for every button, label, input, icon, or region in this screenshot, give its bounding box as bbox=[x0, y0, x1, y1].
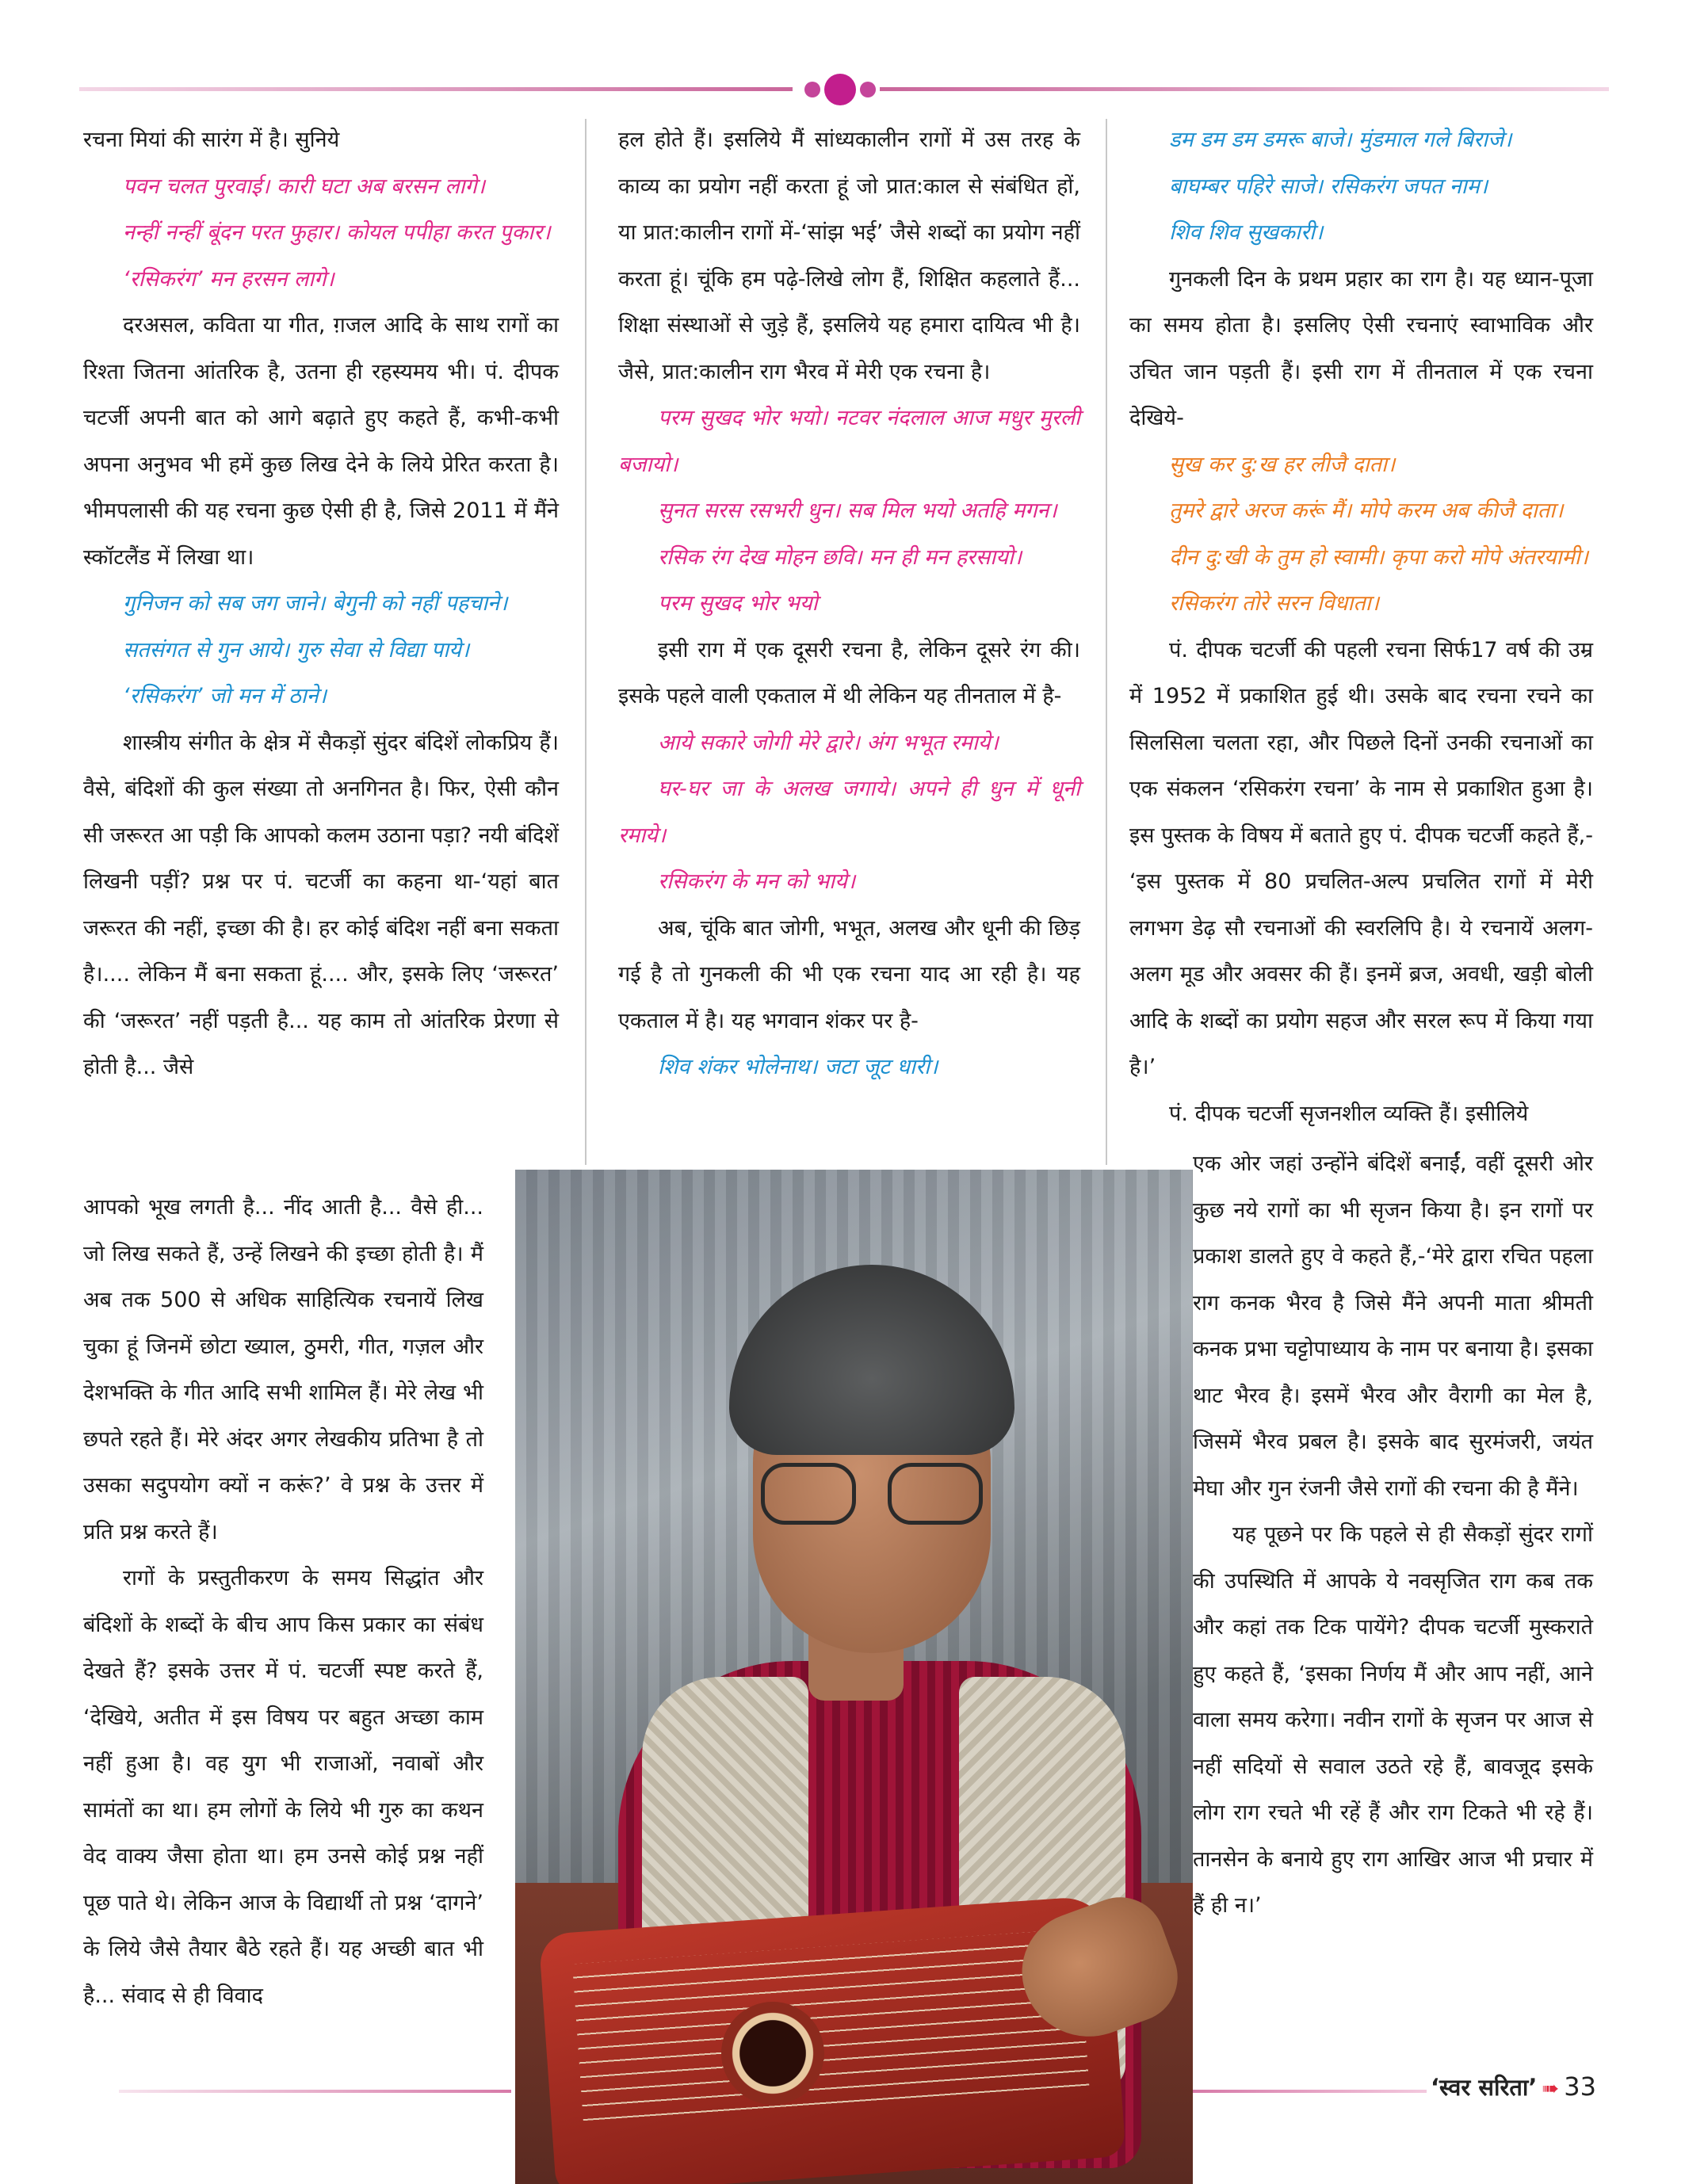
footer-rule-left bbox=[119, 2090, 511, 2093]
verse-line: तुमरे द्वारे अरज करूं मैं। मोपे करम अब कीजै दाता। bbox=[1169, 498, 1564, 523]
instrument-soundhole bbox=[721, 2002, 824, 2105]
ornament-dot-right bbox=[860, 82, 876, 97]
header-rule-left bbox=[79, 87, 793, 91]
paragraph: गुनकली दिन के प्रथम प्रहार का राग है। यह ध्यान-पूजा का समय होता है। इसलिए ऐसी रचनाएं स्वाभाविक और उचित जान पड़ती हैं। इसी राग में तीनताल में एक रचना देखिये- bbox=[1129, 266, 1593, 430]
verse-line: गुनिजन को सब जग जाने। बेगुनी को नहीं पहचाने। bbox=[123, 591, 508, 616]
verse-line: पवन चलत पुरवाई। कारी घटा अब बरसन लागे। bbox=[123, 174, 485, 199]
verse-line: सुनत सरस रसभरी धुन। सब मिल भयो अतहि मगन। bbox=[658, 498, 1057, 523]
verse-line: रसिकरंग तोरे सरन विधाता। bbox=[1169, 591, 1379, 616]
paragraph: रागों के प्रस्तुतीकरण के समय सिद्धांत और बंदिशों के शब्दों के बीच आप किस प्रकार का संबंध देखते हैं? इसके उत्तर में पं. चटर्जी स्पष्ट करते हैं, ‘देखिये, अतीत में इस विषय पर बहुत अच्छा काम नहीं हुआ है। वह युग भी राजाओं, नवाबों और सामंतों का था। हम लोगों के लिये भी गुरु का कथन वेद वाक्य जैसा होता था। हम उनसे कोई प्रश्न नहीं पूछ पाते थे। लेकिन आज के विद्यार्थी तो प्रश्न ‘दागने’ के लिये जैसे तैयार बैठे रहते हैं। यह अच्छी बात भी है... संवाद से ही विवाद bbox=[83, 1566, 483, 2008]
paragraph: इसी राग में एक दूसरी रचना है, लेकिन दूसरे रंग की। इसके पहले वाली एकताल में थी लेकिन यह तीनताल में है- bbox=[618, 637, 1080, 708]
verse-line: ‘रसिकरंग’ जो मन में ठाने। bbox=[123, 684, 327, 708]
paragraph: यह पूछने पर कि पहले से ही सैकड़ों सुंदर रागों की उपस्थिति में आपके ये नवसृजित राग कब तक और कहां तक टिक पायेंगे? दीपक चटर्जी मुस्कराते हुए कहते हैं, ‘इसका निर्णय मैं और आप नहीं, आने वाला समय करेगा। नवीन रागों के सृजन पर आज से नहीं सदियों से सवाल उठते रहे हैं, बावजूद इसके लोग राग रचते भी रहें हैं और राग टिकते भी रहे हैं। तानसेन के बनाये हुए राग आखिर आज भी प्रचार में हैं ही न।’ bbox=[1193, 1522, 1593, 1918]
verse-line: ‘रसिकरंग’ मन हरसन लागे। bbox=[123, 266, 334, 292]
column-3-top bbox=[1129, 117, 1593, 1137]
verse-line: दीन दु:खी के तुम हो स्वामी। कृपा करो मोपे अंतरयामी। bbox=[1169, 544, 1588, 570]
column-3-bottom bbox=[1193, 1141, 1593, 1930]
column-2 bbox=[618, 117, 1080, 1091]
paragraph: पं. दीपक चटर्जी की पहली रचना सिर्फ17 वर्ष की उम्र में 1952 में प्रकाशित हुई थी। उसके बाद रचना रचने का सिलसिला चलता रहा, और पिछले दिनों उनकी रचनाओं का एक संकलन ‘रसिकरंग रचना’ के नाम से प्रकाशित हुआ है। इस पुस्तक के विषय में बताते हुए पं. दीपक चटर्जी कहते हैं,- ‘इस पुस्तक में 80 प्रचलित-अल्प प्रचलित रागों में मेरी लगभग डेढ़ सौ रचनाओं की स्वरलिपि है। ये रचनायें अलग-अलग मूड और अवसर की हैं। इनमें ब्रज, अवधी, खड़ी बोली आदि के शब्दों का प्रयोग सहज और सरल रूप में किया गया है।’ bbox=[1129, 637, 1593, 1079]
paragraph: शास्त्रीय संगीत के क्षेत्र में सैकड़ों सुंदर बंदिशें लोकप्रिय हैं। वैसे, बंदिशों की कुल संख्या तो अनगिनत है। फिर, ऐसी कौन सी जरूरत आ पड़ी कि आपको कलम उठाना पड़ा? नयी बंदिशें लिखनी पड़ीं? प्रश्न पर पं. चटर्जी का कहना था-‘यहां बात जरूरत की नहीं, इच्छा की है। हर कोई बंदिश नहीं बना सकता है।.... लेकिन मैं बना सकता हूं.... और, इसके लिए ‘जरूरत’ की ‘जरूरत’ नहीं पड़ती है... यह काम तो आंतरिक प्रेरणा से होती है... जैसे bbox=[83, 730, 559, 1079]
glasses bbox=[753, 1463, 991, 1526]
paragraph: पं. दीपक चटर्जी सृजनशील व्यक्ति हैं। इसीलिये bbox=[1169, 1101, 1529, 1126]
ornament-dot-center bbox=[824, 74, 856, 105]
footer-rule-right bbox=[1193, 2090, 1427, 2093]
paragraph: एक ओर जहां उन्होंने बंदिशें बनाईं, वहीं दूसरी ओर कुछ नये रागों का भी सृजन किया है। इन रागों पर प्रकाश डालते हुए वे कहते हैं,-‘मेरे द्वारा रचित पहला राग कनक भैरव है जिसे मैंने अपनी माता श्रीमती कनक प्रभा चट्टोपाध्याय के नाम पर बनाया है। इसका थाट भैरव है। इसमें भैरव और वैरागी का मेल है, जिसमें भैरव प्रबल है। इसके बाद सुरमंजरी, जयंत मेघा और गुन रंजनी जैसे रागों की रचना की है मैंने। bbox=[1193, 1151, 1593, 1501]
ornament-dot-left bbox=[804, 82, 820, 97]
verse-line: डम डम डम डमरू बाजे। मुंडमाल गले बिराजे। bbox=[1169, 128, 1512, 152]
column-divider-2 bbox=[1106, 119, 1107, 1165]
verse-line: सतसंगत से गुन आये। गुरु सेवा से विद्या पाये। bbox=[123, 637, 470, 662]
page-number: 33 bbox=[1564, 2071, 1596, 2102]
verse-line: परम सुखद भोर भयो। नटवर नंदलाल आज मधुर मुरली बजायो। bbox=[618, 406, 1080, 477]
paragraph: हल होते हैं। इसलिये मैं सांध्यकालीन रागों में उस तरह के काव्य का प्रयोग नहीं करता हूं जो प्रात:काल से संबंधित हों, या प्रात:कालीन रागों में-‘सांझ भई’ जैसे शब्दों का प्रयोग नहीं करता हूं। चूंकि हम पढ़े-लिखे लोग हैं, शिक्षित कहलाते हैं... शिक्षा संस्थाओं से जुड़े हैं, इसलिये यह हमारा दायित्व भी है। जैसे, प्रात:कालीन राग भैरव में मेरी एक रचना है। bbox=[618, 128, 1080, 384]
paragraph: अब, चूंकि बात जोगी, भभूत, अलख और धूनी की छिड़ गई है तो गुनकली की भी एक रचना याद आ रही है। यह एकताल में है। यह भगवान शंकर पर है- bbox=[618, 915, 1080, 1033]
paragraph: दरअसल, कविता या गीत, ग़जल आदि के साथ रागों का रिश्ता जितना आंतरिक है, उतना ही रहस्यमय भी। पं. दीपक चटर्जी अपनी बात को आगे बढ़ाते हुए कहते हैं, कभी-कभी अपना अनुभव भी हमें कुछ लिख देने के लिये प्रेरित करता है। भीमपलासी की यह रचना कुछ ऐसी ही है, जिसे 2011 में मैंने स्कॉटलैंड में लिखा था। bbox=[83, 313, 559, 570]
verse-line: शिव शिव सुखकारी। bbox=[1169, 220, 1324, 245]
verse-line: रसिक रंग देख मोहन छवि। मन ही मन हरसायो। bbox=[658, 544, 1022, 570]
verse-line: परम सुखद भोर भयो bbox=[658, 591, 818, 616]
magazine-name: ‘स्वर सरिता’ bbox=[1431, 2074, 1538, 2101]
verse-line: आये सकारे जोगी मेरे द्वारे। अंग भभूत रमाये। bbox=[658, 730, 999, 755]
paragraph: रचना मियां की सारंग में है। सुनिये bbox=[83, 128, 340, 152]
page-footer bbox=[1431, 2071, 1596, 2102]
verse-line: नन्हीं नन्हीं बूंदन परत फुहार। कोयल पपीहा करत पुकार। bbox=[123, 220, 551, 245]
verse-line: घर-घर जा के अलख जगाये। अपने ही धुन में धूनी रमाये। bbox=[618, 777, 1080, 848]
verse-line: बाघम्बर पहिरे साजे। रसिकरंग जपत नाम। bbox=[1169, 174, 1488, 199]
arrow-icon: ➠ bbox=[1542, 2077, 1560, 2101]
verse-line: सुख कर दु:ख हर लीजै दाता। bbox=[1169, 452, 1396, 477]
column-divider-1 bbox=[585, 119, 587, 1165]
header-rule-right bbox=[880, 87, 1609, 91]
column-1-bottom bbox=[83, 1185, 483, 2019]
paragraph: आपको भूख लगती है... नींद आती है... वैसे ही... जो लिख सकते हैं, उन्हें लिखने की इच्छा होती है। मैं अब तक 500 से अधिक साहित्यिक रचनायें लिख चुका हूं जिनमें छोटा ख्याल, ठुमरी, गीत, गज़ल और देशभक्ति के गीत आदि सभी शामिल हैं। मेरे लेख भी छपते रहते हैं। मेरे अंदर अगर लेखकीय प्रतिभा है तो उसका सदुपयोग क्यों न करूं?’ वे प्रश्न के उत्तर में प्रति प्रश्न करते हैं। bbox=[83, 1195, 483, 1544]
musician-photo bbox=[515, 1170, 1193, 2184]
header-ornament bbox=[800, 74, 880, 105]
column-1-top bbox=[83, 117, 559, 1091]
verse-line: शिव शंकर भोलेनाथ। जटा जूट धारी। bbox=[658, 1055, 938, 1079]
verse-line: रसिकरंग के मन को भाये। bbox=[658, 869, 856, 894]
